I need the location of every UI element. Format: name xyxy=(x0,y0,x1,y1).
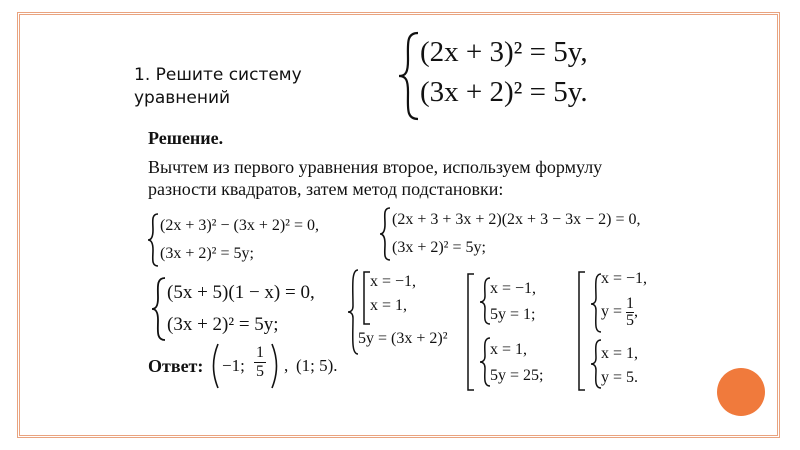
step5-case1-x: x = −1, xyxy=(490,280,537,297)
task-eq2: (3x + 2)² = 5y. xyxy=(420,76,588,108)
step6-y-lhs: y = xyxy=(601,303,623,321)
step3-system xyxy=(167,277,315,341)
step4-system xyxy=(370,270,416,318)
task-label xyxy=(134,64,302,110)
step4-eq: 5y = (3x + 2)² xyxy=(358,330,448,347)
step2-system xyxy=(392,206,640,262)
answer-p1-num: 1 xyxy=(256,344,264,361)
task-label-line2: уравнений xyxy=(134,88,231,108)
step6-case2 xyxy=(601,342,638,390)
step1-system xyxy=(160,212,319,268)
answer-paren-right xyxy=(270,342,282,390)
step6-case1-y: y = $\frac{1}{5}$ , xyxy=(601,295,639,329)
step2-eq2: (3x + 2)² = 5y; xyxy=(392,239,486,256)
step5-case2 xyxy=(490,337,543,389)
step5-case1 xyxy=(490,276,536,328)
step2-brace xyxy=(378,206,392,262)
step6-y-num: 1 xyxy=(626,295,635,312)
step6-y-fraction xyxy=(626,296,634,329)
step1-brace xyxy=(146,212,160,268)
answer-label: Ответ: xyxy=(148,356,204,376)
step4-x1: x = −1, xyxy=(370,273,417,290)
step6-case2-x: x = 1, xyxy=(601,345,639,362)
task-system xyxy=(420,32,588,112)
step4-x2: x = 1, xyxy=(370,297,408,314)
step3-eq1: (5x + 5)(1 − x) = 0, xyxy=(167,282,315,303)
answer-p1-fraction xyxy=(254,344,266,381)
answer-sep: , xyxy=(284,356,289,375)
step6-case1-x: x = −1, xyxy=(601,270,648,287)
task-label-line1: 1. Решите систему xyxy=(134,65,302,85)
step3-eq2: (3x + 2)² = 5y; xyxy=(167,314,279,335)
task-system-brace xyxy=(396,30,422,122)
step5-case2-y: 5y = 25; xyxy=(490,367,544,384)
step6-y-den: 5 xyxy=(626,312,635,329)
solution-text-line2: разности квадратов, затем метод подстановки: xyxy=(148,179,504,199)
step1-eq1: (2x + 3)² − (3x + 2)² = 0, xyxy=(160,217,319,234)
step3-brace xyxy=(150,276,168,342)
decorative-circle xyxy=(717,368,765,416)
step5-case2-x: x = 1, xyxy=(490,341,528,358)
step6-case2-y: y = 5. xyxy=(601,369,639,386)
answer-p2: (1; 5). xyxy=(296,356,338,375)
step2-eq1: (2x + 3 + 3x + 2)(2x + 3 − 3x − 2) = 0, xyxy=(392,211,641,228)
solution-text xyxy=(148,156,602,200)
solution-heading: Решение. xyxy=(148,128,224,148)
answer-p1-den: 5 xyxy=(256,363,264,380)
solution-text-line1: Вычтем из первого уравнения второе, используем формулу xyxy=(148,157,603,177)
step1-eq2: (3x + 2)² = 5y; xyxy=(160,245,254,262)
step5-case1-y: 5y = 1; xyxy=(490,306,536,323)
task-eq1: (2x + 3)² = 5y, xyxy=(420,36,588,68)
answer-paren-left xyxy=(208,342,220,390)
answer-p1-x: −1; xyxy=(222,356,245,375)
